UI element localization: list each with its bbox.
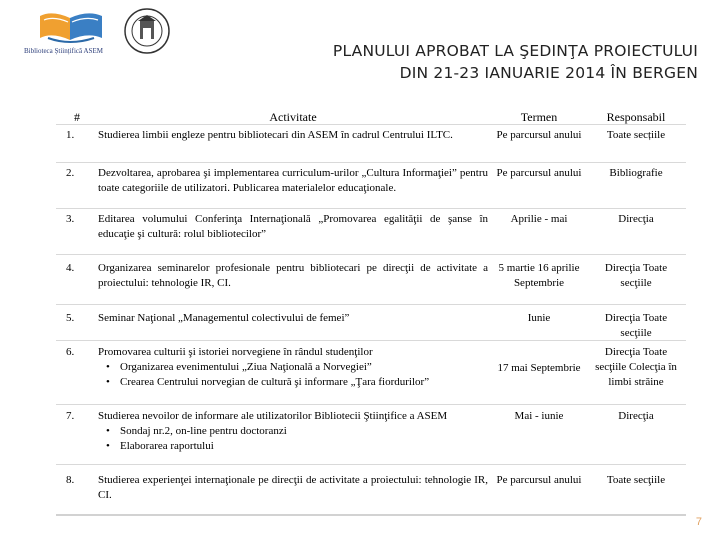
- row-term: 17 mai Septembrie: [497, 362, 581, 374]
- table-row: [56, 304, 686, 341]
- row-num: 5.: [66, 312, 75, 324]
- bullet-item: • Crearea Centrului norvegian de cultură şi informare „Ţara fiordurilor”: [120, 375, 488, 390]
- row-responsible: Direcţia Toate secţiile: [604, 312, 668, 339]
- page-number: 7: [695, 516, 702, 528]
- row-responsible: Direcţia: [618, 213, 654, 225]
- row-num: 2.: [66, 167, 75, 179]
- row-num: 6.: [66, 346, 75, 358]
- row-responsible: Direcţia Toate secţiile Colecţia în limbi străine: [595, 346, 677, 388]
- header-num: #: [74, 110, 80, 124]
- bullet-item: • Elaborarea raportului: [120, 439, 488, 454]
- row-activity: Promovarea culturii şi istoriei norvegiene în rândul studenţilor: [98, 346, 373, 358]
- header-activity: Activitate: [269, 110, 317, 124]
- row-activity: Editarea volumului Conferinţa Internaţională „Promovarea egalităţii de şanse în educaţie şi cultură: rolul bibliotecilor”: [98, 213, 488, 240]
- row-num: 8.: [66, 474, 75, 486]
- table-row: [56, 208, 686, 255]
- row-bullets: [98, 360, 488, 390]
- page-title: [218, 40, 698, 84]
- row-term: Pe parcursul anului: [496, 474, 582, 486]
- header-responsible: Responsabil: [606, 110, 666, 124]
- bullet-item: • Organizarea evenimentului „Ziua Naţională a Norvegiei”: [120, 360, 488, 375]
- row-term: Pe parcursul anului: [496, 129, 582, 141]
- bullet-item: • Sondaj nr.2, on-line pentru doctoranzi: [120, 424, 488, 439]
- row-bullets: [98, 424, 488, 454]
- title-line-2: DIN 21-23 IANUARIE 2014 ÎN BERGEN: [399, 64, 698, 82]
- row-activity-block: [98, 409, 488, 454]
- row-term: Mai - iunie: [514, 410, 564, 422]
- header-term: Termen: [520, 110, 558, 124]
- row-activity: Studierea limbii engleze pentru bibliotecari din ASEM în cadrul Centrului ILTC.: [98, 129, 453, 141]
- row-responsible: Bibliografie: [609, 167, 663, 179]
- row-responsible: Toate secţiile: [606, 474, 666, 486]
- row-activity: Organizarea seminarelor profesionale pentru bibliotecari pe direcţii de activitate a proiectului: tehnologie IR, CI.: [98, 262, 488, 289]
- row-activity: Dezvoltarea, aprobarea şi implementarea curriculum-urilor „Cultura Informaţiei” pentru toate categoriile de utilizatori. Publicarea materialelor educaţionale.: [98, 167, 488, 194]
- logo-caption: Biblioteca Științifică ASEM: [24, 47, 103, 55]
- table-row: [56, 124, 686, 163]
- university-seal: [122, 6, 172, 56]
- table-row: [56, 254, 686, 305]
- row-responsible: Toate secțiile: [606, 129, 666, 141]
- title-line-1: PLANULUI APROBAT LA ŞEDINŢA PROIECTULUI: [332, 42, 698, 60]
- table-row: [56, 464, 686, 511]
- library-logo: [22, 8, 122, 56]
- row-activity: Seminar Naţional „Managementul colectivului de femei”: [98, 312, 350, 324]
- row-num: 4.: [66, 262, 75, 274]
- row-activity: Studierea nevoilor de informare ale utilizatorilor Bibliotecii Ştiinţifice a ASEM: [98, 410, 448, 422]
- row-term: Aprilie - mai: [510, 213, 568, 225]
- table-row: [56, 340, 686, 405]
- row-term: Pe parcursul anului: [496, 167, 582, 179]
- table-row: [56, 404, 686, 465]
- row-term: 5 martie 16 aprilie Septembrie: [498, 262, 580, 289]
- row-activity: Studierea experienţei internaţionale pe direcţii de activitate a proiectului: tehnologie IR, CI.: [98, 474, 488, 501]
- table-header: [56, 108, 686, 124]
- table-row: [56, 162, 686, 209]
- row-num: 3.: [66, 213, 75, 225]
- row-term: Iunie: [527, 312, 551, 324]
- row-responsible: Direcţia Toate secţiile: [604, 262, 668, 289]
- row-responsible: Direcţia: [618, 410, 654, 422]
- row-num: 1.: [66, 129, 75, 141]
- row-num: 7.: [66, 410, 75, 422]
- activity-table: [56, 108, 686, 514]
- row-activity-block: [98, 345, 488, 390]
